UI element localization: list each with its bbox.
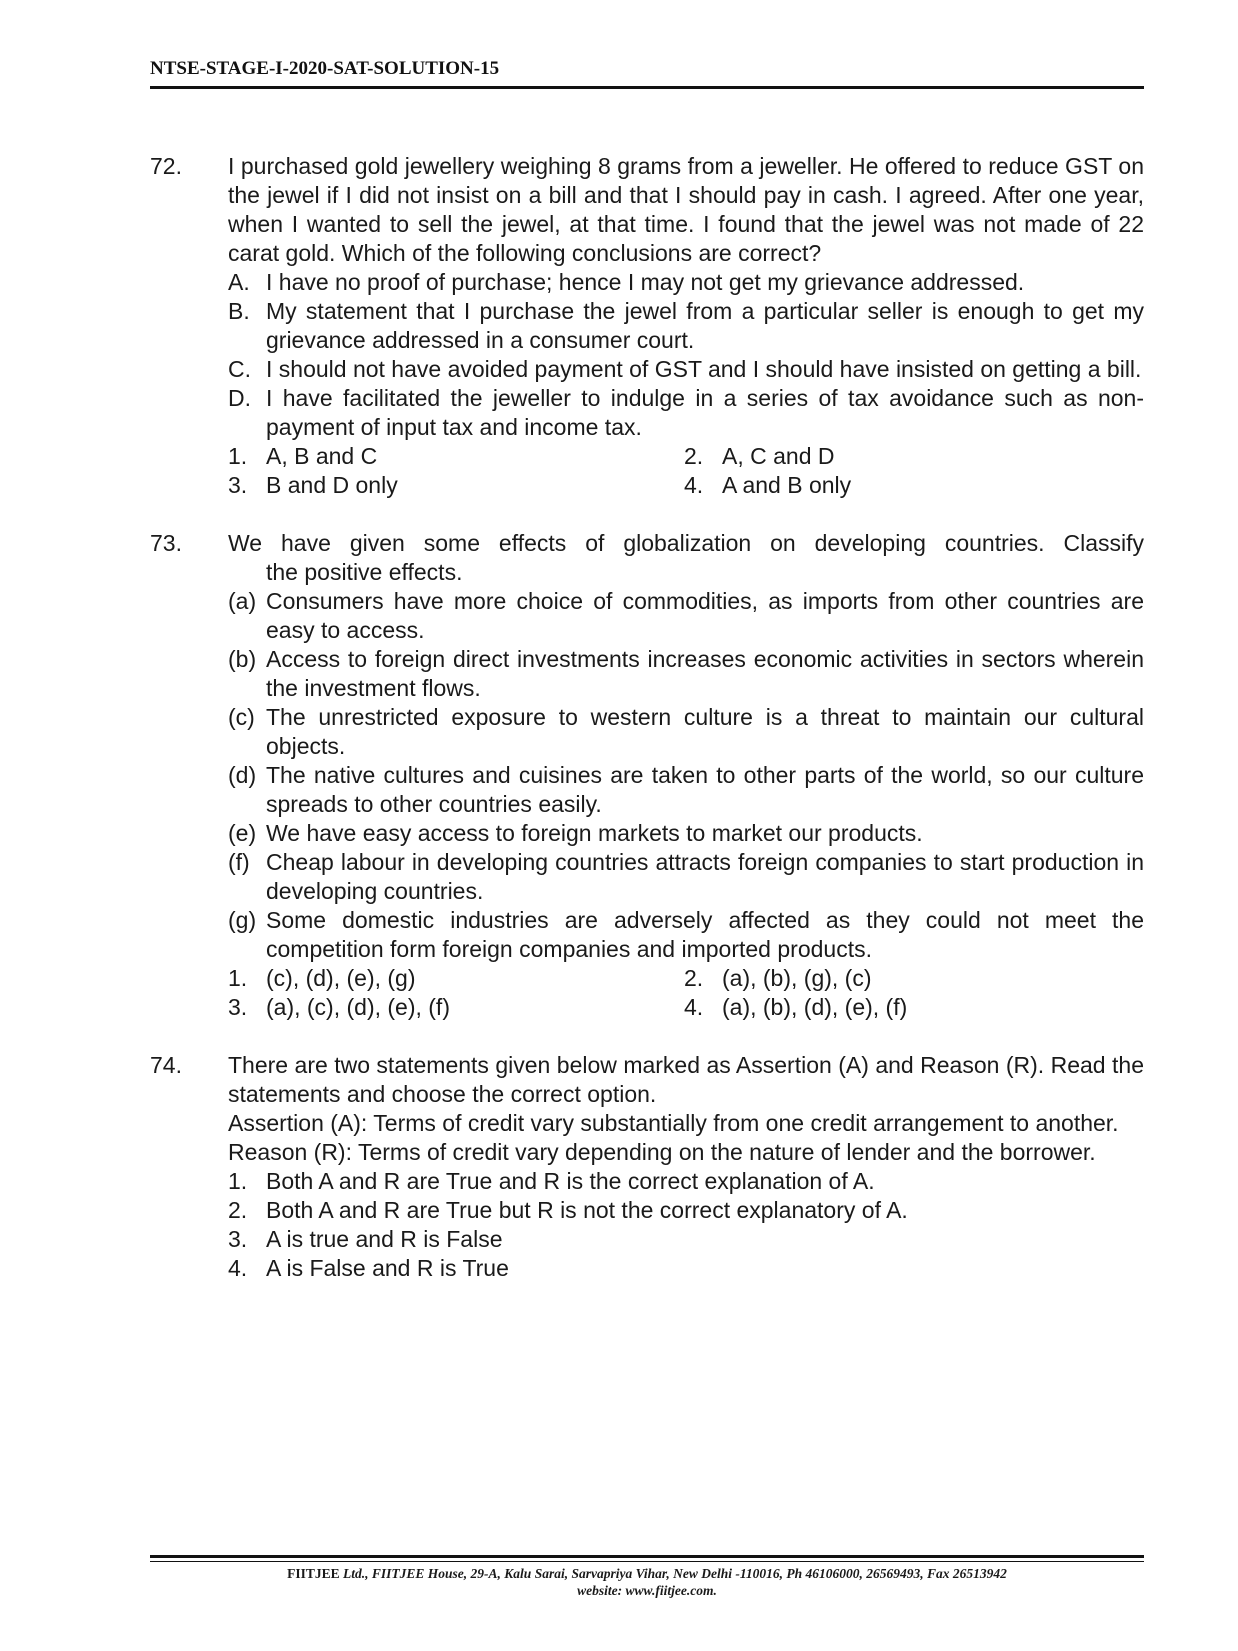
option-1[interactable]: [228, 1167, 1144, 1196]
question-number: 74.: [150, 1052, 182, 1078]
option-label: 2.: [684, 443, 704, 469]
footer-brand: FIITJEE: [287, 1566, 340, 1581]
statement-d: [228, 761, 1144, 819]
option-text: B and D only: [266, 472, 398, 498]
statement-c: [228, 355, 1144, 384]
option-text: Both A and R are True and R is the correct explanation of A.: [266, 1168, 875, 1194]
option-4[interactable]: [684, 471, 1140, 500]
option-text: A, C and D: [722, 443, 835, 469]
statement-g: [228, 906, 1144, 964]
option-2[interactable]: [684, 964, 1140, 993]
statement-text: My statement that I purchase the jewel from a particular seller is enough to get my grievance addressed in a consumer court.: [266, 298, 1144, 353]
option-3[interactable]: [228, 1225, 1144, 1254]
option-label: 2.: [684, 965, 704, 991]
options-row: [228, 442, 1144, 471]
question-number: 73.: [150, 530, 182, 556]
statement-label: (e): [228, 820, 257, 846]
statement-d: [228, 384, 1144, 442]
option-label: 4.: [684, 994, 704, 1020]
option-4[interactable]: [684, 993, 1140, 1022]
statement-label: (a): [228, 588, 257, 614]
option-label: 3.: [228, 994, 248, 1020]
question-73: [150, 529, 1144, 1022]
footer-address: Ltd., FIITJEE House, 29-A, Kalu Sarai, Sarvapriya Vihar, New Delhi -110016, Ph 46106000, 26569493, Fax 26513942: [343, 1566, 1007, 1581]
statement-text: I should not have avoided payment of GST and I should have insisted on getting a bill.: [266, 356, 1142, 382]
option-label: 4.: [228, 1255, 248, 1281]
statement-e: [228, 819, 1144, 848]
header-rule: [150, 86, 1144, 89]
statement-c: [228, 703, 1144, 761]
footer-rule-thick: [150, 1555, 1144, 1558]
question-stem-line1: We have given some effects of globalization on developing countries. Classify: [228, 530, 1144, 556]
statement-label: D.: [228, 385, 251, 411]
statement-text: We have easy access to foreign markets to market our products.: [266, 820, 923, 846]
option-text: Both A and R are True but R is not the correct explanatory of A.: [266, 1197, 908, 1223]
statement-label: C.: [228, 356, 251, 382]
statement-b: [228, 297, 1144, 355]
statement-text: Cheap labour in developing countries attracts foreign companies to start production in developing countries.: [266, 849, 1144, 904]
footer-address-line: [150, 1565, 1144, 1582]
options-row: [228, 964, 1144, 993]
option-text: A is true and R is False: [266, 1226, 503, 1252]
statement-a: [228, 268, 1144, 297]
statement-text: Some domestic industries are adversely affected as they could not meet the competition form foreign companies and imported products.: [266, 907, 1144, 962]
option-label: 1.: [228, 965, 248, 991]
statement-text: Access to foreign direct investments increases economic activities in sectors wherein the investment flows.: [266, 646, 1144, 701]
statement-text: Consumers have more choice of commodities, as imports from other countries are easy to access.: [266, 588, 1144, 643]
question-stem: There are two statements given below marked as Assertion (A) and Reason (R). Read the statements and choose the correct option.: [228, 1052, 1144, 1107]
option-text: (a), (c), (d), (e), (f): [266, 994, 450, 1020]
option-1[interactable]: [228, 442, 684, 471]
option-text: (a), (b), (d), (e), (f): [722, 994, 908, 1020]
question-content: [150, 152, 1144, 1312]
statement-f: [228, 848, 1144, 906]
option-1[interactable]: [228, 964, 684, 993]
option-text: A is False and R is True: [266, 1255, 509, 1281]
question-72: [150, 152, 1144, 500]
statement-label: B.: [228, 298, 250, 324]
page-footer: [150, 1565, 1144, 1599]
question-stem-line2: the positive effects.: [266, 559, 463, 585]
assertion: Assertion (A): Terms of credit vary substantially from one credit arrangement to another.: [228, 1110, 1119, 1136]
footer-rule-thin: [150, 1561, 1144, 1562]
statement-text: The native cultures and cuisines are taken to other parts of the world, so our culture spreads to other countries easily.: [266, 762, 1144, 817]
option-2[interactable]: [684, 442, 1140, 471]
statement-label: A.: [228, 269, 250, 295]
question-74: [150, 1051, 1144, 1283]
option-2[interactable]: [228, 1196, 1144, 1225]
option-text: (c), (d), (e), (g): [266, 965, 416, 991]
option-text: (a), (b), (g), (c): [722, 965, 872, 991]
question-number: 72.: [150, 153, 182, 179]
statement-label: (b): [228, 646, 257, 672]
option-4[interactable]: [228, 1254, 1144, 1283]
statement-label: (d): [228, 762, 257, 788]
option-3[interactable]: [228, 471, 684, 500]
statement-b: [228, 645, 1144, 703]
footer-website: website: www.fiitjee.com.: [577, 1583, 717, 1598]
options-row: [228, 993, 1144, 1022]
statement-label: (c): [228, 704, 255, 730]
option-label: 4.: [684, 472, 704, 498]
reason: Reason (R): Terms of credit vary depending on the nature of lender and the borrower.: [228, 1139, 1096, 1165]
question-stem: I purchased gold jewellery weighing 8 grams from a jeweller. He offered to reduce GST on the jewel if I did not insist on a bill and that I should pay in cash. I agreed. After one year, when I wanted to sell the jewel, at that time. I found that the jewel was not made of 22 carat gold. Which of the following conclusions are correct?: [228, 153, 1144, 266]
option-label: 3.: [228, 472, 248, 498]
page-header: NTSE-STAGE-I-2020-SAT-SOLUTION-15: [150, 58, 500, 79]
option-label: 2.: [228, 1197, 248, 1223]
option-label: 1.: [228, 443, 248, 469]
statement-label: (g): [228, 907, 257, 933]
option-3[interactable]: [228, 993, 684, 1022]
statement-label: (f): [228, 849, 250, 875]
statement-a: [228, 587, 1144, 645]
statement-text: The unrestricted exposure to western culture is a threat to maintain our cultural objects.: [266, 704, 1144, 759]
option-text: A and B only: [722, 472, 852, 498]
option-text: A, B and C: [266, 443, 378, 469]
option-label: 1.: [228, 1168, 248, 1194]
option-label: 3.: [228, 1226, 248, 1252]
options-row: [228, 471, 1144, 500]
statement-text: I have facilitated the jeweller to indulge in a series of tax avoidance such as non-payment of input tax and income tax.: [266, 385, 1144, 440]
statement-text: I have no proof of purchase; hence I may not get my grievance addressed.: [266, 269, 1025, 295]
